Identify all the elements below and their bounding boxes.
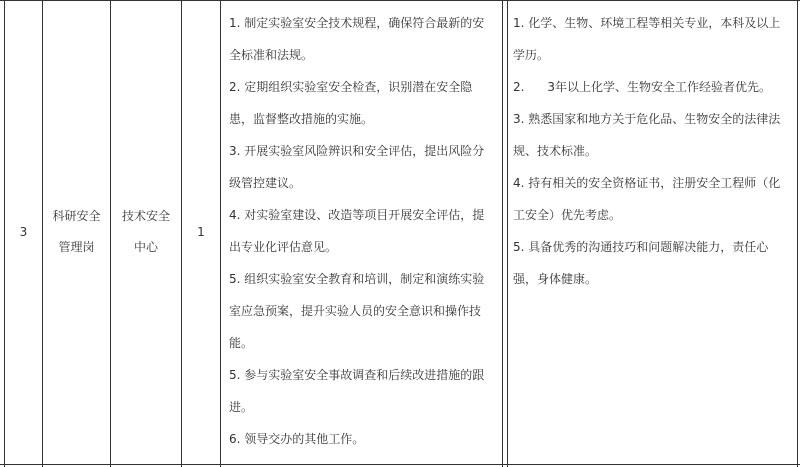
- duty-line: 2. 定期组织实验室安全检查，识别潜在安全隐: [229, 80, 473, 94]
- requirement-line: 1. 化学、生物、环境工程等相关专业，本科及以上: [513, 16, 781, 30]
- requirement-line: 学历。: [513, 48, 550, 62]
- duty-line: 进。: [229, 400, 254, 414]
- duty-line: 患，监督整改措施的实施。: [229, 112, 374, 126]
- duty-line: 3. 开展实验室风险辨识和安全评估，提出风险分: [229, 144, 485, 158]
- position-line: 管理岗: [58, 240, 95, 254]
- requirement-line: 5. 具备优秀的沟通技巧和问题解决能力，责任心: [513, 240, 769, 254]
- department-line: 中心: [133, 240, 158, 254]
- position-cell: [43, 0, 110, 464]
- requirements-cell: [513, 7, 795, 295]
- duties-cell: [229, 7, 499, 455]
- duty-line: 5. 组织实验室安全教育和培训，制定和演练实验: [229, 272, 485, 286]
- requirement-line: 4. 持有相关的安全资格证书，注册安全工程师（化: [513, 176, 781, 190]
- duty-line: 5. 参与实验室安全事故调查和后续改进措施的跟: [229, 368, 485, 382]
- department-line: 技术安全: [121, 209, 170, 223]
- duty-line: 能。: [229, 336, 254, 350]
- requirement-line: 规、技术标准。: [513, 144, 598, 158]
- position-line: 科研安全: [52, 209, 101, 223]
- requirement-line: 强，身体健康。: [513, 272, 598, 286]
- table-border: [0, 464, 800, 465]
- duty-line: 4. 对实验室建设、改造等项目开展安全评估，提: [229, 208, 485, 222]
- count-value: 1: [197, 224, 205, 239]
- table-border: [797, 0, 798, 467]
- department-cell: [111, 0, 181, 464]
- index-value: 3: [19, 224, 28, 239]
- requirement-line: 3. 熟悉国家和地方关于危化品、生物安全的法律法: [513, 112, 781, 126]
- duty-line: 室应急预案，提升实验人员的安全意识和操作技: [229, 304, 482, 318]
- table-border: [502, 0, 503, 467]
- count-cell: [182, 0, 220, 464]
- table-border: [507, 0, 508, 467]
- requirement-line: 2. 3年以上化学、生物安全工作经验者优先。: [513, 80, 771, 94]
- table-border: [220, 0, 221, 467]
- duty-line: 1. 制定实验室安全技术规程，确保符合最新的安: [229, 16, 485, 30]
- duty-line: 全标准和法规。: [229, 48, 314, 62]
- duty-line: 6. 领导交办的其他工作。: [229, 432, 365, 446]
- duty-line: 出专业化评估意见。: [229, 240, 338, 254]
- requirement-line: 工安全）优先考虑。: [513, 208, 622, 222]
- index-cell: [5, 0, 42, 464]
- duty-line: 级管控建议。: [229, 176, 302, 190]
